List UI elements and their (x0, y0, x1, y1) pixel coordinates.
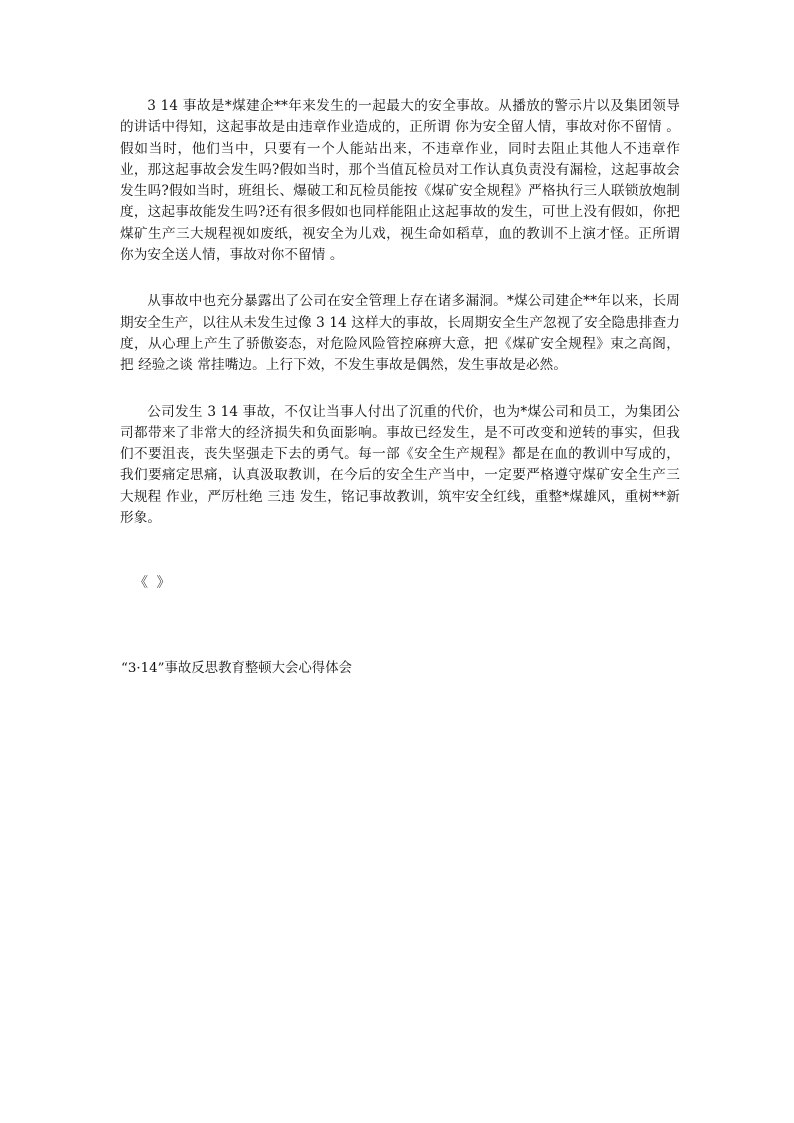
document-subtitle: “3·14”事故反思教育整顿大会心得体会 (121, 661, 352, 676)
paragraph-1: 3 14 事故是*煤建企**年来发生的一起最大的安全事故。从播放的警示片以及集团领导的讲话中得知，这起事故是由违章作业造成的，正所谓 你为安全留人情，事故对你不留情 。假如当时，他们当中，只要有一个人能站出来，不违章作业，同时去阻止其他人不违章作业，那这起事故会发生吗?假如当时，那个当值瓦检员对工作认真负责没有漏检，这起事故会发生吗?假如当时，班组长、爆破工和瓦检员能按《煤矿安全规程》严格执行三人联锁放炮制度，这起事故能发生吗?还有很多假如也同样能阻止这起事故的发生，可世上没有假如，你把煤矿生产三大规程视如废纸，视安全为儿戏，视生命如稻草，血的教训不上演才怪。正所谓 你为安全送人情，事故对你不留情 。 (120, 98, 680, 264)
document-body (120, 96, 680, 554)
paragraph-3: 公司发生 3 14 事故，不仅让当事人付出了沉重的代价，也为*煤公司和员工，为集团公司都带来了非常大的经济损失和负面影响。事故已经发生，是不可改变和逆转的事实，但我们不要沮丧，丧失坚强走下去的勇气。每一部《安全生产规程》都是在血的教训中写成的，我们要痛定思痛，认真汲取教训，在今后的安全生产当中，一定要严格遵守煤矿安全生产三大规程 作业，严厉杜绝 三违 发生，铭记事故教训，筑牢安全红线，重整*煤雄风，重树**新形象。 (120, 403, 680, 527)
guillemet-symbols: 《 》 (134, 575, 173, 591)
paragraph-2: 从事故中也充分暴露出了公司在安全管理上存在诸多漏洞。*煤公司建企**年以来，长周期安全生产，以往从未发生过像 3 14 这样大的事故，长周期安全生产忽视了安全隐患排查力度，从心理上产生了骄傲姿态，对危险风险管控麻痹大意，把《煤矿安全规程》束之高阁，把 经验之谈 常挂嘴边。上行下效，不发生事故是偶然，发生事故是必然。 (120, 293, 680, 374)
